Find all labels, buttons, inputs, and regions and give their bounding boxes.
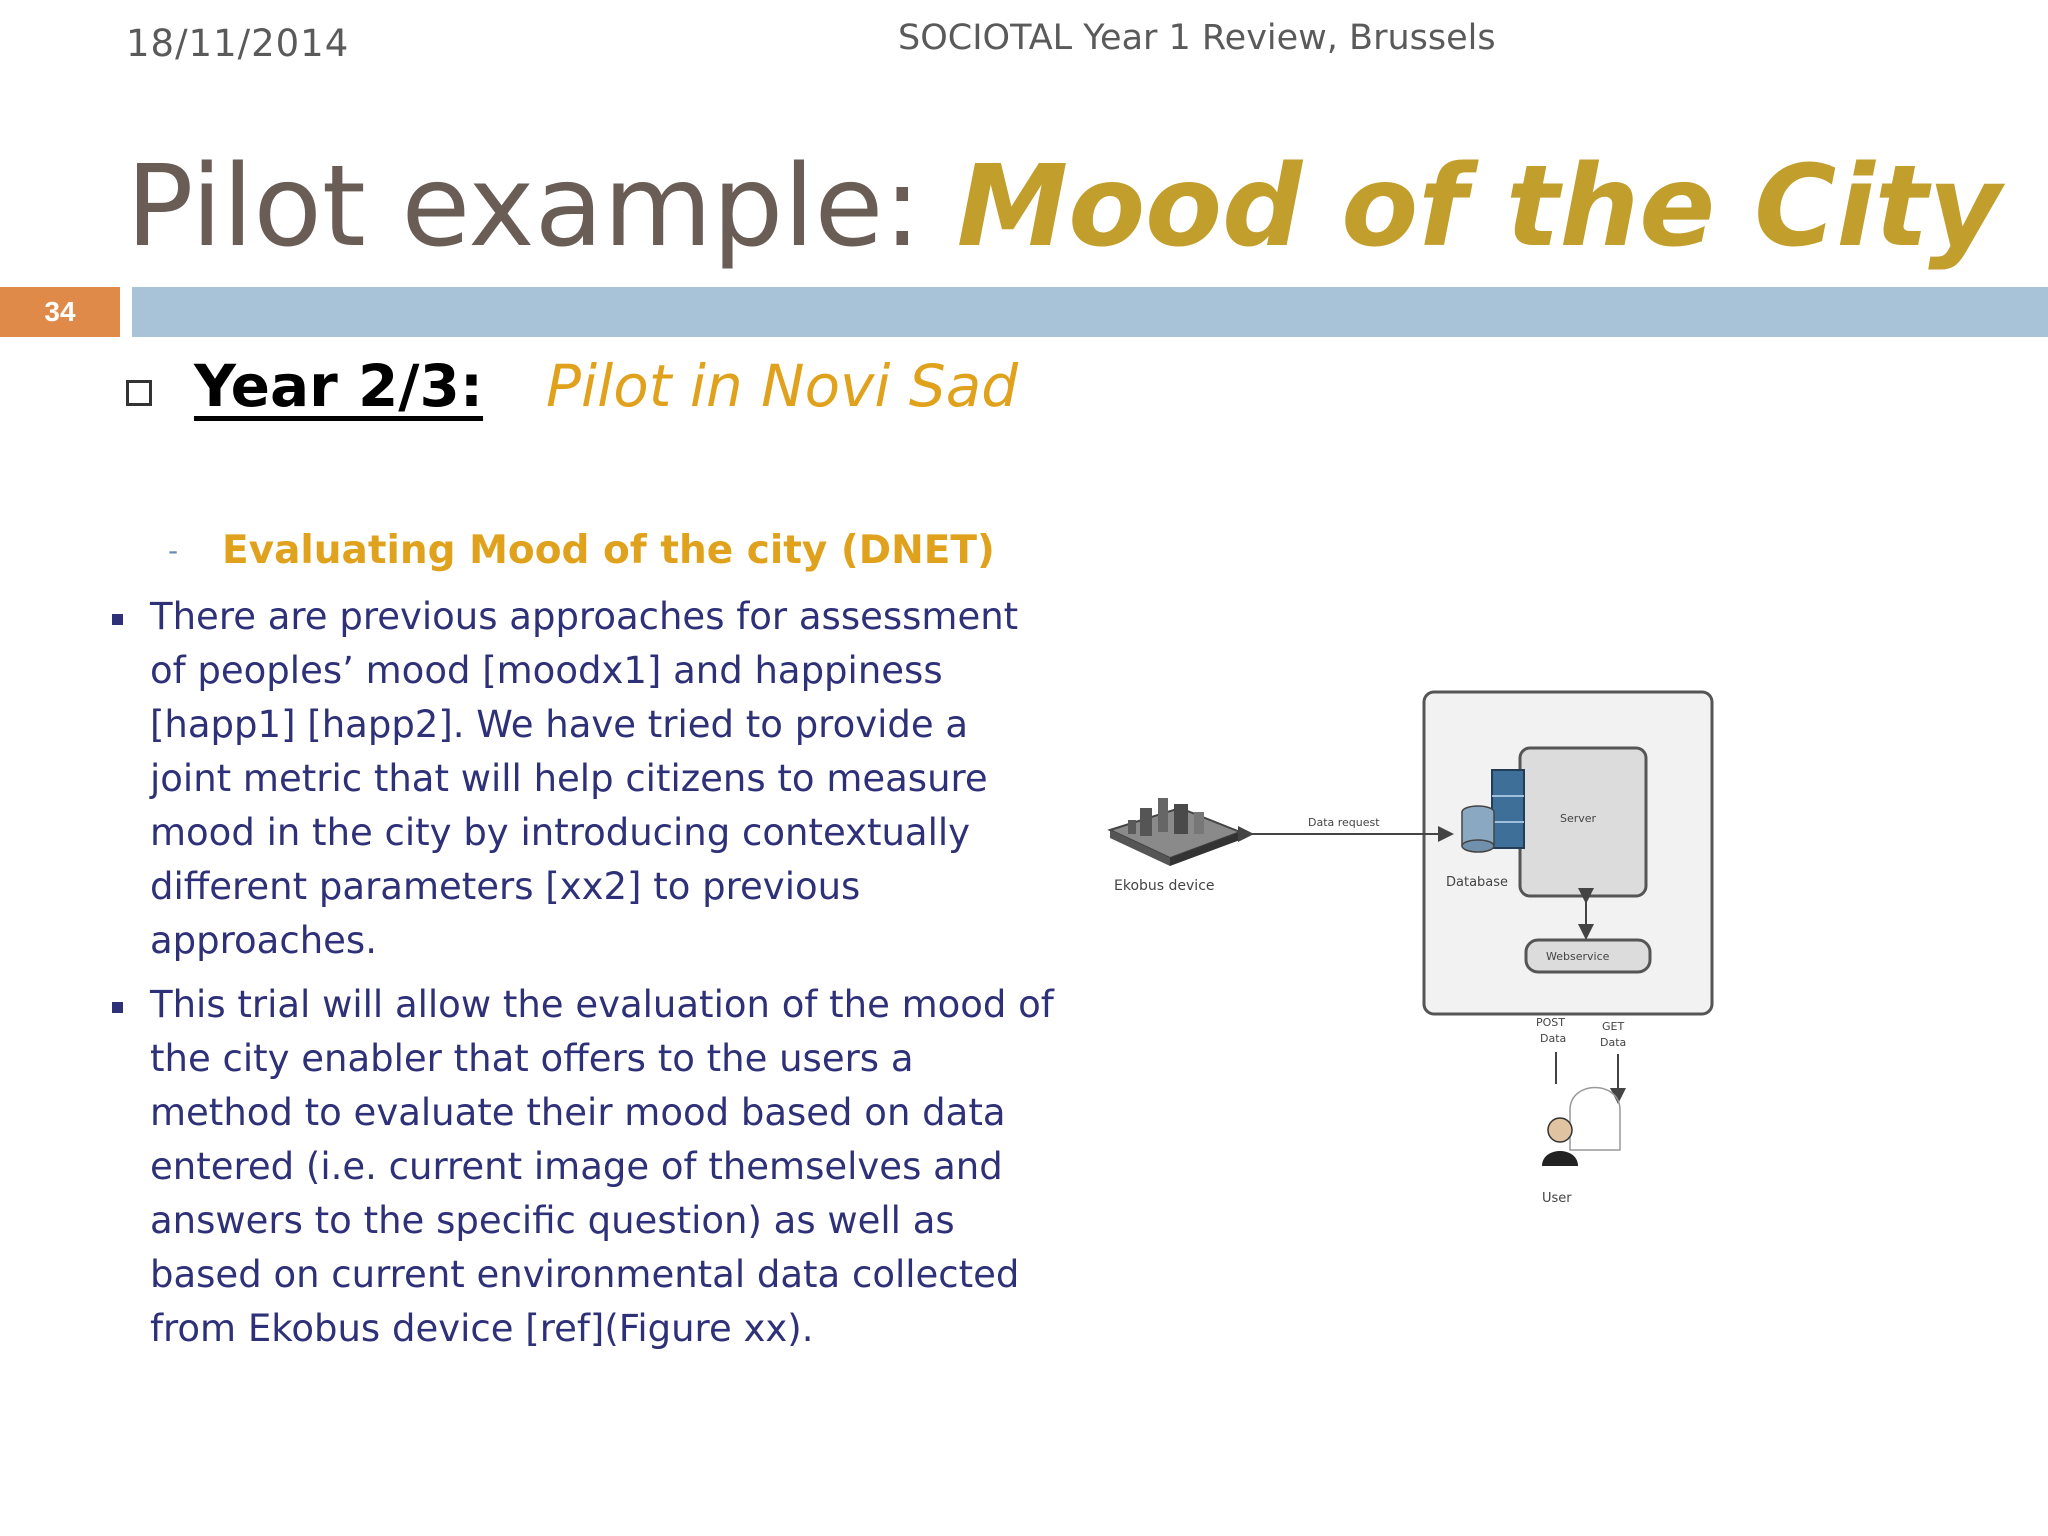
- data-request-label: Data request: [1308, 816, 1380, 829]
- subheading-label: Evaluating Mood of the city (DNET): [222, 528, 995, 573]
- list-item: [108, 590, 1058, 968]
- year-label: Year 2/3:: [194, 352, 484, 420]
- page-number-badge: 34: [0, 287, 120, 337]
- slide-title: [126, 142, 2002, 272]
- header-date: 18/11/2014: [126, 22, 350, 65]
- bullet-list: [108, 590, 1058, 1366]
- list-item: [108, 978, 1058, 1356]
- server-label: Server: [1560, 812, 1597, 825]
- post-label-line-1: POST: [1536, 1016, 1565, 1029]
- square-checkbox-icon: [126, 380, 152, 406]
- database-label: Database: [1446, 875, 1509, 890]
- user-icon: [1542, 1118, 1578, 1166]
- webservice-label: Webservice: [1546, 950, 1610, 963]
- pilot-label: Pilot in Novi Sad: [546, 352, 1019, 420]
- square-bullet-icon: [112, 614, 123, 625]
- header-event: SOCIOTAL Year 1 Review, Brussels: [898, 18, 1496, 58]
- architecture-diagram-svg: [1100, 680, 1740, 1220]
- get-label-line-1: GET: [1602, 1020, 1625, 1033]
- user-connector: [1570, 1088, 1620, 1151]
- ekobus-label: Ekobus device: [1114, 878, 1215, 894]
- slide-title-accent: Mood of the City: [956, 142, 2002, 272]
- post-label-line-2: Data: [1540, 1032, 1567, 1045]
- square-bullet-icon: [112, 1002, 123, 1013]
- slide-title-prefix: Pilot example:: [126, 142, 957, 272]
- bullet-text: There are previous approaches for assessment of peoples’ mood [moodx1] and happiness [happ1] [happ2]. We have tried to provide a joint metric that will help citizens to measure mood in the city by introducing contextually different parameters [xx2] to previous approaches.: [150, 595, 1019, 962]
- title-divider-bar: [132, 287, 2048, 337]
- bullet-text: This trial will allow the evaluation of the mood of the city enabler that offers to the users a method to evaluate their mood based on data entered (i.e. current image of themselves and answers to the specific question) as well as based on current environmental data collected from Ekobus device [ref](Figure xx).: [150, 983, 1054, 1350]
- section-heading: [126, 352, 1126, 422]
- architecture-diagram: [1100, 680, 1740, 1220]
- dash-bullet-icon: -: [168, 534, 179, 567]
- user-label: User: [1542, 1191, 1572, 1206]
- ekobus-device-icon: [1110, 798, 1240, 866]
- get-label-line-2: Data: [1600, 1036, 1627, 1049]
